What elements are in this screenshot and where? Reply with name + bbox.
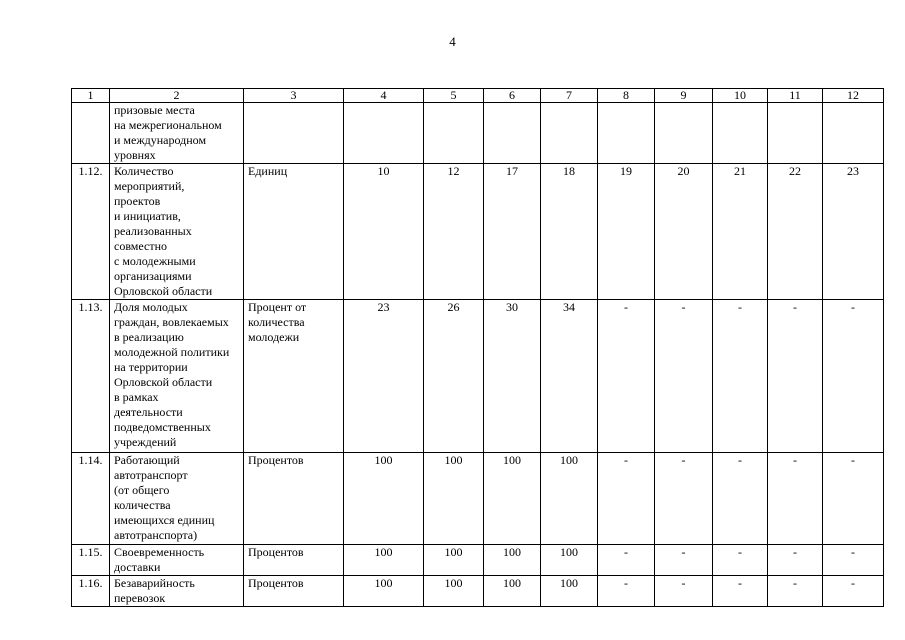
indicator-name-text: Количество мероприятий, проектов и инициатив, реализованных совместно с молодежными организациями Орловской области [114,164,213,298]
table-row [72,103,884,164]
value-cell-col-10: - [713,576,768,607]
value-cell-col-6: 100 [484,576,541,607]
value-cell-col-8: - [598,300,655,453]
value-cell-col-9: - [655,453,713,545]
header-cell-1: 1 [72,89,110,103]
indicator-name-text: Работающий автотранспорт (от общего количества имеющихся единиц автотранспорта) [114,453,215,542]
value-cell-col-6: 100 [484,545,541,576]
unit-cell [244,453,344,545]
table-header-row [72,89,884,103]
value-cell-col-12: - [823,453,884,545]
header-cell-10: 10 [713,89,768,103]
value-cell-col-5: 12 [424,164,484,300]
value-cell-col-6: 17 [484,164,541,300]
value-cell-col-11: 22 [768,164,823,300]
unit-text: Процентов [248,545,304,559]
header-cell-12: 12 [823,89,884,103]
unit-text: Процент от количества молодежи [248,300,307,344]
unit-cell [244,545,344,576]
value-cell-col-9: 20 [655,164,713,300]
value-cell-col-12: - [823,545,884,576]
row-number-cell: 1.14. [72,453,110,545]
table-body [72,89,884,607]
value-cell-col-4: 10 [344,164,424,300]
value-cell-col-7: 34 [541,300,598,453]
row-number-cell [72,103,110,164]
value-cell-col-12: - [823,576,884,607]
indicators-table [71,88,884,607]
indicator-name-text: Доля молодых граждан, вовлекаемых в реализацию молодежной политики на территории Орловской области в рамках деятельности подведомственных учреждений [114,300,230,449]
header-cell-7: 7 [541,89,598,103]
value-cell-col-11: - [768,545,823,576]
value-cell-col-9: - [655,576,713,607]
value-cell-col-11 [768,103,823,164]
indicator-name-cell [110,576,244,607]
value-cell-col-4: 100 [344,545,424,576]
value-cell-col-5 [424,103,484,164]
value-cell-col-4: 23 [344,300,424,453]
value-cell-col-9: - [655,545,713,576]
table-row [72,164,884,300]
header-cell-6: 6 [484,89,541,103]
unit-cell [244,103,344,164]
value-cell-col-10: - [713,300,768,453]
value-cell-col-7: 100 [541,545,598,576]
value-cell-col-10: - [713,545,768,576]
indicator-name-text: призовые места на межрегиональном и международном уровнях [114,103,222,162]
row-number-cell: 1.12. [72,164,110,300]
value-cell-col-11: - [768,300,823,453]
value-cell-col-12: - [823,300,884,453]
value-cell-col-8: - [598,453,655,545]
unit-text: Процентов [248,453,304,467]
unit-text: Единиц [248,164,288,178]
indicator-name-cell [110,453,244,545]
table-row [72,300,884,453]
indicator-name-cell [110,545,244,576]
unit-cell [244,300,344,453]
value-cell-col-10: - [713,453,768,545]
value-cell-col-9 [655,103,713,164]
header-cell-11: 11 [768,89,823,103]
value-cell-col-7 [541,103,598,164]
header-cell-3: 3 [244,89,344,103]
indicator-name-cell [110,103,244,164]
value-cell-col-5: 100 [424,576,484,607]
value-cell-col-5: 100 [424,545,484,576]
value-cell-col-10 [713,103,768,164]
indicator-name-cell [110,164,244,300]
value-cell-col-4: 100 [344,453,424,545]
row-number-cell: 1.15. [72,545,110,576]
value-cell-col-8: - [598,545,655,576]
value-cell-col-11: - [768,453,823,545]
table-row [72,576,884,607]
value-cell-col-9: - [655,300,713,453]
value-cell-col-5: 100 [424,453,484,545]
value-cell-col-4: 100 [344,576,424,607]
value-cell-col-11: - [768,576,823,607]
unit-text: Процентов [248,576,304,590]
value-cell-col-7: 100 [541,576,598,607]
value-cell-col-8: - [598,576,655,607]
header-cell-2: 2 [110,89,244,103]
row-number-cell: 1.13. [72,300,110,453]
value-cell-col-8: 19 [598,164,655,300]
value-cell-col-6: 30 [484,300,541,453]
value-cell-col-10: 21 [713,164,768,300]
unit-cell [244,576,344,607]
table-row [72,545,884,576]
value-cell-col-8 [598,103,655,164]
value-cell-col-5: 26 [424,300,484,453]
header-cell-5: 5 [424,89,484,103]
indicator-name-text: Безаварийность перевозок [114,576,195,605]
unit-cell [244,164,344,300]
value-cell-col-12: 23 [823,164,884,300]
header-cell-4: 4 [344,89,424,103]
header-cell-8: 8 [598,89,655,103]
row-number-cell: 1.16. [72,576,110,607]
value-cell-col-4 [344,103,424,164]
value-cell-col-7: 18 [541,164,598,300]
indicator-name-text: Своевременность доставки [114,545,205,574]
value-cell-col-6: 100 [484,453,541,545]
value-cell-col-6 [484,103,541,164]
page-number: 4 [449,34,456,49]
table-row [72,453,884,545]
value-cell-col-12 [823,103,884,164]
value-cell-col-7: 100 [541,453,598,545]
indicator-name-cell [110,300,244,453]
header-cell-9: 9 [655,89,713,103]
